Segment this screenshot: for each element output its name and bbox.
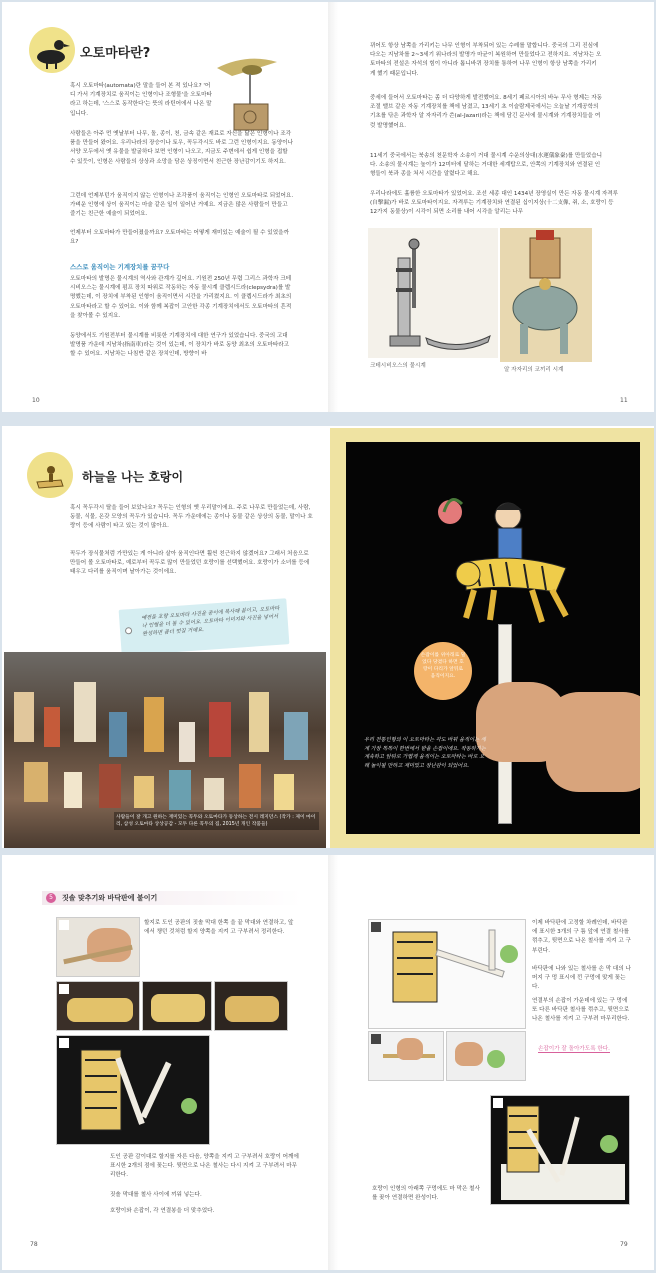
paragraph-6: 동양에서도 기원전부터 물시계를 비롯한 기계장치에 대한 연구가 있었습니다. 중국의 고대 발명품 가운데 지남차(指南車)라는 것이 있는데, 이 장치가 바로 동양 최초의 오토마타라고 할 수 있어요. 지남차는 나침반 같은 장치인데, 방향이 바 [70, 333, 290, 358]
paragraph-10: 우리나라에도 훌륭한 오토마타가 있었어요. 조선 세종 대인 1434년 장영실이 만든 자동 물시계 자격루(自擊漏)가 바로 오토마타이지요. 자격루는 기계장치와 연결된 십이지상(十二支像, 쥐, 소, 호랑이 등 12가지 동물상)이 시각이 되면 소리를 내어 시각을 알리는 나무 [370, 191, 619, 216]
pink-note: 손잡이가 잘 돌아가도록 한다. [538, 1046, 610, 1052]
step-photo-8 [490, 1095, 630, 1205]
step-photo-2b [142, 981, 212, 1031]
workshop-photo [4, 652, 326, 848]
paragraph-2: 꼭두가 장식물처럼 가만있는 게 아니라 살아 움직인다면 훨씬 친근하지 않겠어요? 그래서 처음으로 만들어 볼 오토마타로, 예로부터 꼭두로 많이 만들었던 호랑이를 선택했어요. 호랑이가 소녀를 등에 태우고 다리를 움직이며 날아가는 것이에요. [70, 551, 310, 576]
step-photo-3 [56, 1035, 210, 1145]
page-number-right: 11 [620, 397, 628, 404]
paragraph-7: 뀌어도 항상 남쪽을 가리키는 나무 인형이 부착되어 있는 수레를 말합니다. 중국의 그리 진심에 다오는 지남차를 2~3세기 위나라의 발명가 마균이 복원하여 만들었다고 전하지요. 지남차는 오토마타의 전설은 자석의 힘이 아니라 톱니바퀴 장치를 통하여 나무 인형이 항상 남쪽을 가리키게 했기 때문입니다. [370, 43, 602, 77]
speech-bubble [414, 642, 472, 700]
speech-bubble-text: 손잡이를 위아래로 밀었다 당겼다 하면 호랑이 다리가 앞뒤로 움직이지요. [420, 653, 466, 679]
paragraph-8: 중세에 들어서 오토마타는 좀 더 다양하게 발전했어요. 8세기 페르시아의 바누 무사 형제는 자동 조절 밸브 같은 자동 기계장치를 책에 남겼고, 13세기 초 이슬람제국에서는 오늘날 기계공학의 기초를 닦은 과학자 알 자자리가 쓴(al-Jazari)라는 책에 담긴 문서에 물시계와 기계장치들을 여럿 발명했어요. [370, 95, 603, 129]
step-photo-1 [56, 917, 140, 977]
tiger-automaton [406, 482, 576, 642]
step-5-text: 이제 바닥판에 고정할 차례인데, 바닥판에 표시한 3개의 구 틈 앞에 연결 철사를 꺾추고, 뒷면으로 나온 철사를 지켜 고 구부린다. [532, 920, 631, 954]
step-photo-7 [446, 1031, 526, 1081]
paragraph-4: 언제부터 오토마타가 만들어졌을까요? 오토마타는 어떻게 재미있는 예술이 될 수 있었을까요? [70, 230, 289, 246]
tag-hole-icon [125, 627, 132, 634]
duck-icon [29, 27, 75, 73]
step-7-text: 연결부의 손잡이 가운데에 있는 구 멍에 또 다른 바닥판 철사를 꺾추고, 뒷면으로 나온 철사를 지켜 고 구부려 마무리한다. [532, 998, 630, 1023]
paragraph-9: 11세기 중국에서는 북송의 천문학자 소송이 거대 물시계 수운의상대(水運儀象臺)를 만들었습니다. 소송의 물시계는 높이가 12미터에 달하는 거대한 세계탑으로, 안쪽의 기계장치와 연결된 인형들이 북과 종을 쳐서 시간을 알렸다고 해요. [370, 153, 602, 178]
right-page-frame [330, 428, 654, 848]
step-badge [59, 984, 69, 994]
step-badge [493, 1098, 503, 1108]
step-4-text: 호랑이와 손잡이, 각 연결봉을 더 맞추었다. [110, 1208, 215, 1214]
caption-elephant-clock: 알 자자리의 코끼리 시계 [504, 367, 564, 373]
paragraph-3: 그런데 언제부턴가 움직이지 않는 인형이나 조각품이 움직이는 인형인 오토마타로 되었어요. 가벼운 인형에 상이 움직이는 마술 같은 일이 일어난 거예요. 지금은 많은 사람들이 만들고 즐기는 친근한 예술이 되었어요. [70, 193, 294, 218]
paragraph-5: 오토마타의 발명은 물시계의 역사와 관계가 깊어요. 기원전 250년 무렵 그리스 과학자 크테시비오스는 물시계에 펌프 장치 따위로 작동하는 자동 물시계 클렙시드라(clepsydra)를 발명했는데, 이 장치에 부착된 인형이 움직이면서 시간을 가리켰지요. 이 클렙시드라가 최초의 오토마타라고 할 수 있어요. 이와 함께 복잡이 고안한 각종 기계장치에서도 오토마타의 흔적을 찾아볼 수 있지요. [70, 276, 292, 319]
black-panel-note: 우리 전통인형의 이 오토마타는 각도 바꿔 움직이는 세계 가장 똑똑이 한번에서 받을 손잡이에요. 작동하기는 계속하고 앞뒤로 가볍게 움직이는 오토마타는 바로 오래 놀이될 만하고 재미있고 장난감이 되었어요. [364, 737, 486, 769]
page-number-left: 10 [32, 397, 40, 404]
spread-assembly-steps [2, 855, 654, 1270]
step-1-text: 할지로 도인 공판의 짓솔 막대 한쪽 을 끝 막대와 연결하고, 앞에서 챙던 것처럼 할지 양쪽을 지켜 고 구부려서 정리한다. [144, 920, 294, 936]
tag-note [119, 598, 290, 656]
step-badge [371, 1034, 381, 1044]
step-photo-6 [368, 1031, 444, 1081]
spread-automata-intro [2, 2, 654, 412]
tiger-rider-icon [27, 452, 73, 498]
bird-automaton-image [212, 48, 282, 132]
step-photo-2c [214, 981, 288, 1031]
step-badge [59, 920, 69, 930]
section-subheading: 스스로 움직이는 기계장치를 꿈꾸다 [70, 263, 170, 271]
hand-wrist-image [546, 692, 640, 792]
paragraph-1: 혹시 오토마타(automata)란 말을 들어 본 적 있나요? '어디 가서 기계장치로 움직이는 인형이나 조형물'을 오토마타라고 하는데, '스스로 동작한다'는 뜻의 라틴어에서 나온 말입니다. [70, 83, 212, 117]
section-number-badge: 5 [46, 893, 56, 903]
paragraph-2: 사람들은 아주 먼 옛날부터 나무, 돌, 종이, 천, 금속 같은 재료로 자신을 닮은 인형이나 조각품을 만들어 왔어요. 우리나라의 장승이나 토우, 꼭두각시도 바로 그런 인형이지요. 동양이나 서양 모두에서 옛 유물을 발굴하다 보면 인형이 나오고, 지금도 주변에서 쉽게 인형을 접할 수 있듯이, 인형은 사람들의 상상과 소망을 담은 상징이면서 친근한 장난감이기도 하지요. [70, 131, 294, 165]
paragraph-1: 혹시 꼭두각시 탈을 들어 보았나요? 꼭두는 인형의 옛 우리말이에요. 주로 나무로 만들었는데, 사람, 동물, 식물, 온갖 모양의 꼭두가 있습니다. 꼭두 가운데에는 종이나 동물 같은 상상의 동물, 말이나 호랑이 등에 사람이 타고 있는 것이 많아요. [70, 505, 313, 530]
step-photo-5 [368, 919, 526, 1029]
step-3-text: 짓솔 막대를 철사 사이에 끼워 넣는다. [110, 1192, 202, 1198]
water-clock-image [368, 228, 498, 358]
tag-note-text: 예전을 호랑 오토마타 사진을 종이에 복사해 붙이고, 오토마타나 인형을 더 볼 수 있어요. 오토마타 이미지와 사진을 넣어서 완성하면 좀더 멋질 거예요. [141, 605, 280, 638]
step-6-text: 바닥판에 나와 있는 철사를 손 막 대의 나머지 구 멍 표시에 낀 구멍에 맞게 꽂는다. [532, 966, 631, 991]
black-photo-panel [346, 442, 640, 834]
photo-caption: 사람들이 잘 개고 원하는 재미있는 꼭두와 오토마타가 동상하는 전시 레지던스 (작가 : 제이 마이리, 삼성 오토마타 상상공감 - 모두 다른 꼭두의 집, 2015년 개인 작품들) [114, 812, 319, 830]
elephant-clock-image [500, 228, 592, 362]
page-title: 오토마타란? [80, 46, 151, 61]
step-8-text: 호랑이 인형의 아래쪽 구멍에도 마 막은 철사를 꽂아 연결하면 완성이다. [372, 1186, 480, 1202]
section-title: 짓솔 맞추기와 바닥판에 붙이기 [62, 894, 158, 902]
step-badge [371, 922, 381, 932]
step-badge [59, 1038, 69, 1048]
page-number-left: 78 [30, 1241, 38, 1248]
caption-water-clock: 크테시비오스의 물시계 [370, 363, 426, 369]
page-number-right: 79 [620, 1241, 628, 1248]
step-photo-2a [56, 981, 140, 1031]
page-title: 하늘을 나는 호랑이 [82, 470, 184, 484]
spread-flying-tiger [2, 426, 654, 848]
step-2-text: 도인 공판 감이대로 할지를 자른 다음, 양쪽을 지켜 고 구부려서 호랑이 어깨에 표시한 2개의 점에 꽂는다. 뒷면으로 나온 철사는 다시 지켜 고 구부려서 마무리한다. [110, 1154, 299, 1179]
